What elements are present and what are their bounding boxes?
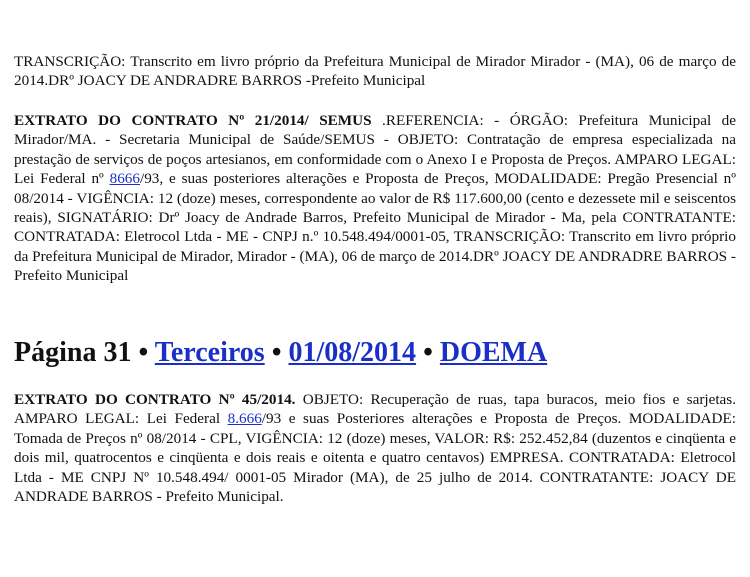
contract-45-paragraph: [14, 390, 736, 506]
law-8-666-link[interactable]: 8.666: [227, 410, 262, 428]
contract-45-text-a: OBJETO: Recuperação de ruas, tapa buracos, meio fios e sarjetas. AMPARO LEGAL: Lei Federal: [14, 391, 736, 428]
transcription-paragraph: [14, 52, 736, 91]
transcription-text: TRANSCRIÇÃO: Transcrito em livro próprio da Prefeitura Municipal de Mirador Mirador - (MA), 06 de março de 2014.DRº JOACY DE ANDRADRE BARROS -Prefeito Municipal: [14, 53, 736, 90]
page-number: Página 31: [14, 337, 132, 368]
separator: •: [264, 337, 289, 368]
terceiros-link[interactable]: Terceiros: [154, 337, 265, 368]
contract-21-text-b: /93, e suas posteriores alterações e Proposta de Preços, MODALIDADE: Pregão Presencial nº 08/2014 - VIGÊNCIA: 12 (doze) meses, correspondente ao valor de R$ 117.600,00 (cento e dezessete mil e seiscentos reais), SIGNATÁRIO: Drº Joacy de Andrade Barros, Prefeito Municipal de Mirador - Ma, pela CONTRATANTE: CONTRATADA: Eletrocol Ltda - ME - CNPJ n.º 10.548.494/0001-05, TRANSCRIÇÃO: Transcrito em livro próprio da Prefeitura Municipal de Mirador, Mirador - (MA), 06 de março de 2014.DRº JOACY DE ANDRADRE BARROS - Prefeito Municipal: [14, 170, 736, 285]
contract-21-text-a: .REFERENCIA: - ÓRGÃO: Prefeitura Municipal de Mirador/MA. - Secretaria Municipal de Saúde/SEMUS - OBJETO: Contratação de empresa especializada na prestação de serviços de poços artesianos, em conformidade com o Anexo I e Proposta de Preços. AMPARO LEGAL: Lei Federal nº: [14, 112, 737, 188]
separator: •: [131, 337, 155, 368]
law-8666-link[interactable]: 8666: [109, 170, 140, 188]
contract-45-title: EXTRATO DO CONTRATO Nº 45/2014.: [14, 391, 296, 408]
date-link[interactable]: 01/08/2014: [288, 337, 417, 368]
page-heading: [14, 336, 736, 370]
contract-45-text-b: /93 e suas Posteriores alterações e Proposta de Preços. MODALIDADE: Tomada de Preços nº 08/2014 - CPL, VIGÊNCIA: 12 (doze) meses, VALOR: R$: 252.452,84 (duzentos e cinqüenta e dois mil, quatrocentos e cinqüenta e dois reais e oitenta e quatro centavos) EMPRESA. CONTRATADA: Eletrocol Ltda - ME CNPJ Nº 10.548.494/ 0001-05 Mirador (MA), de 25 julho de 2014. CONTRATANTE: JOACY DE ANDRADE BARROS - Prefeito Municipal.: [14, 410, 736, 506]
separator: •: [416, 337, 440, 368]
doema-link[interactable]: DOEMA: [439, 337, 548, 368]
contract-21-title: EXTRATO DO CONTRATO Nº 21/2014/ SEMUS: [14, 112, 372, 129]
contract-21-paragraph: [14, 111, 736, 286]
